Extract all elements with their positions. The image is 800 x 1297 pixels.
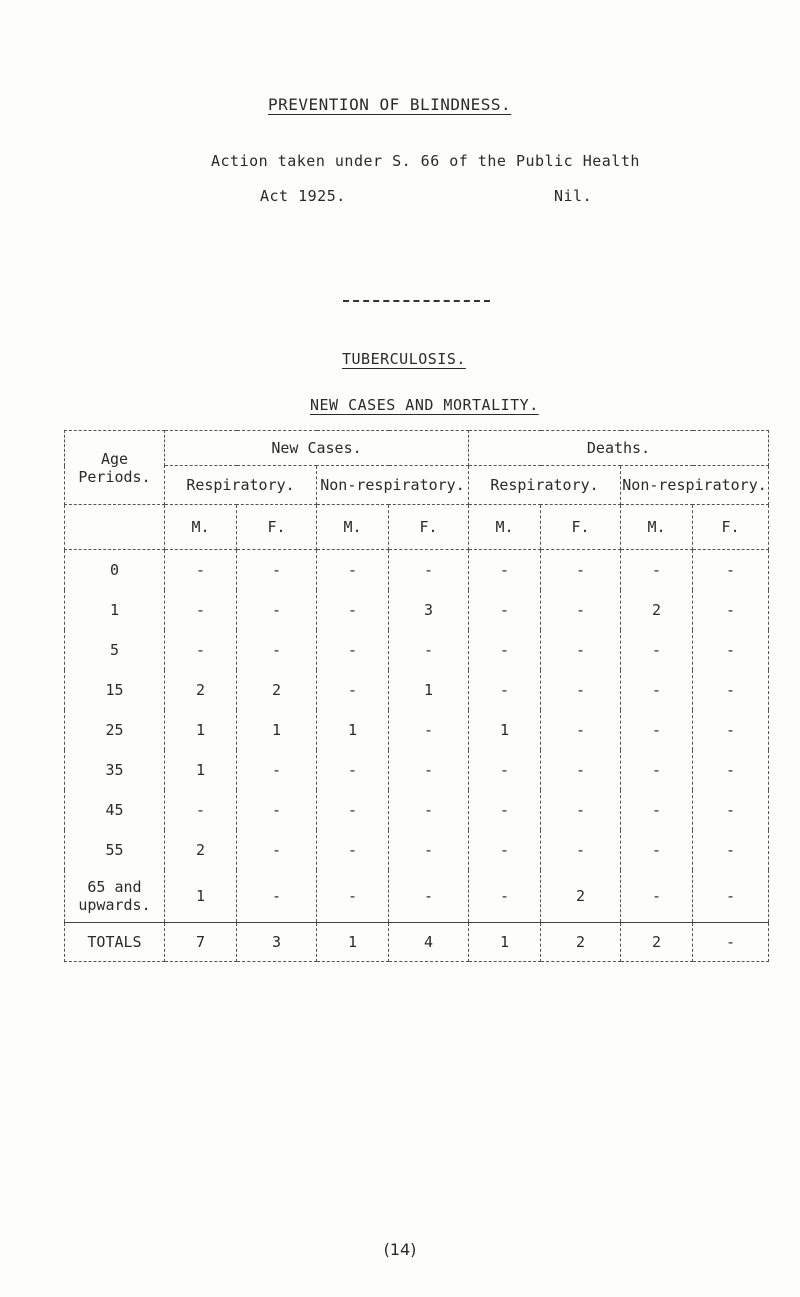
value-cell: - [693, 670, 769, 710]
value-cell: - [317, 790, 389, 830]
value-cell: - [621, 790, 693, 830]
value-cell: - [693, 630, 769, 670]
value-cell: 2 [165, 830, 237, 870]
value-cell: - [165, 630, 237, 670]
value-cell: - [317, 830, 389, 870]
totals-row [65, 923, 769, 962]
totals-label: TOTALS [65, 923, 165, 962]
age-period-cell: 15 [65, 670, 165, 710]
value-cell: - [389, 790, 469, 830]
value-cell: - [693, 830, 769, 870]
table-row [65, 710, 769, 750]
sex-header-m: M. [621, 505, 693, 550]
value-cell: - [317, 870, 389, 923]
value-cell: - [541, 830, 621, 870]
sex-header-f: F. [541, 505, 621, 550]
value-cell: - [389, 750, 469, 790]
value-cell: - [693, 550, 769, 591]
section-title: TUBERCULOSIS. [342, 350, 466, 368]
age-period-cell: 45 [65, 790, 165, 830]
table-row [65, 830, 769, 870]
value-cell: - [541, 790, 621, 830]
value-cell: - [469, 670, 541, 710]
value-cell: - [389, 550, 469, 591]
new-cases-header: New Cases. [165, 431, 469, 466]
total-cell: 1 [317, 923, 389, 962]
page-title: PREVENTION OF BLINDNESS. [268, 95, 512, 114]
value-cell: - [389, 830, 469, 870]
section-divider [343, 300, 490, 302]
table-row [65, 550, 769, 591]
value-cell: - [237, 630, 317, 670]
value-cell: - [541, 710, 621, 750]
value-cell: 1 [165, 710, 237, 750]
sex-header-m: M. [469, 505, 541, 550]
value-cell: 3 [389, 590, 469, 630]
total-cell: 2 [621, 923, 693, 962]
value-cell: - [469, 870, 541, 923]
age-period-cell: 5 [65, 630, 165, 670]
value-cell: - [469, 550, 541, 591]
total-cell: 3 [237, 923, 317, 962]
value-cell: - [621, 750, 693, 790]
value-cell: 2 [237, 670, 317, 710]
value-cell: - [621, 630, 693, 670]
value-cell: - [469, 630, 541, 670]
table-row [65, 750, 769, 790]
value-cell: - [165, 550, 237, 591]
value-cell: - [621, 830, 693, 870]
deaths-nonrespiratory-header: Non-respiratory. [621, 466, 769, 505]
new-nonrespiratory-header: Non-respiratory. [317, 466, 469, 505]
value-cell: - [317, 550, 389, 591]
value-cell: - [693, 590, 769, 630]
age-period-cell: 25 [65, 710, 165, 750]
sex-header-f: F. [237, 505, 317, 550]
value-cell: - [165, 790, 237, 830]
value-cell: - [317, 630, 389, 670]
value-cell: - [237, 590, 317, 630]
value-cell: - [317, 670, 389, 710]
table-row [65, 670, 769, 710]
deaths-respiratory-header: Respiratory. [469, 466, 621, 505]
act-reference: Act 1925. [260, 187, 346, 205]
value-cell: - [621, 870, 693, 923]
value-cell: - [237, 550, 317, 591]
value-cell: - [693, 790, 769, 830]
value-cell: - [621, 670, 693, 710]
table-row [65, 630, 769, 670]
age-period-cell: 55 [65, 830, 165, 870]
value-cell: - [469, 790, 541, 830]
value-cell: - [693, 750, 769, 790]
value-cell: - [165, 590, 237, 630]
value-cell: 1 [389, 670, 469, 710]
new-respiratory-header: Respiratory. [165, 466, 317, 505]
total-cell: - [693, 923, 769, 962]
value-cell: - [237, 790, 317, 830]
value-cell: 1 [469, 710, 541, 750]
tuberculosis-table [64, 430, 769, 962]
value-cell: - [621, 550, 693, 591]
total-cell: 7 [165, 923, 237, 962]
value-cell: - [237, 750, 317, 790]
value-cell: - [693, 710, 769, 750]
value-cell: - [621, 710, 693, 750]
action-result: Nil. [554, 187, 593, 205]
value-cell: - [317, 590, 389, 630]
value-cell: - [469, 750, 541, 790]
value-cell: - [541, 750, 621, 790]
value-cell: 1 [237, 710, 317, 750]
value-cell: - [389, 710, 469, 750]
value-cell: - [541, 670, 621, 710]
value-cell: - [389, 870, 469, 923]
table-row [65, 590, 769, 630]
age-period-cell: 35 [65, 750, 165, 790]
value-cell: 2 [541, 870, 621, 923]
age-period-cell: 1 [65, 590, 165, 630]
age-periods-header: Age Periods. [65, 431, 165, 505]
value-cell: - [389, 630, 469, 670]
value-cell: - [469, 830, 541, 870]
page-number: (14) [383, 1240, 417, 1259]
sex-header-m: M. [165, 505, 237, 550]
value-cell: - [541, 550, 621, 591]
action-line: Action taken under S. 66 of the Public Health [211, 152, 640, 170]
deaths-header: Deaths. [469, 431, 769, 466]
total-cell: 4 [389, 923, 469, 962]
value-cell: - [469, 590, 541, 630]
table-row [65, 870, 769, 923]
value-cell: - [693, 870, 769, 923]
value-cell: - [237, 830, 317, 870]
sex-header-m: M. [317, 505, 389, 550]
section-subtitle: NEW CASES AND MORTALITY. [310, 396, 539, 414]
age-period-cell: 65 and upwards. [65, 870, 165, 923]
table-row [65, 790, 769, 830]
total-cell: 2 [541, 923, 621, 962]
total-cell: 1 [469, 923, 541, 962]
sex-header-f: F. [693, 505, 769, 550]
value-cell: 1 [317, 710, 389, 750]
sex-header-f: F. [389, 505, 469, 550]
value-cell: - [541, 630, 621, 670]
age-blank-cell [65, 505, 165, 550]
value-cell: 1 [165, 750, 237, 790]
age-period-cell: 0 [65, 550, 165, 591]
value-cell: - [541, 590, 621, 630]
value-cell: 2 [165, 670, 237, 710]
value-cell: 2 [621, 590, 693, 630]
value-cell: - [237, 870, 317, 923]
value-cell: 1 [165, 870, 237, 923]
value-cell: - [317, 750, 389, 790]
